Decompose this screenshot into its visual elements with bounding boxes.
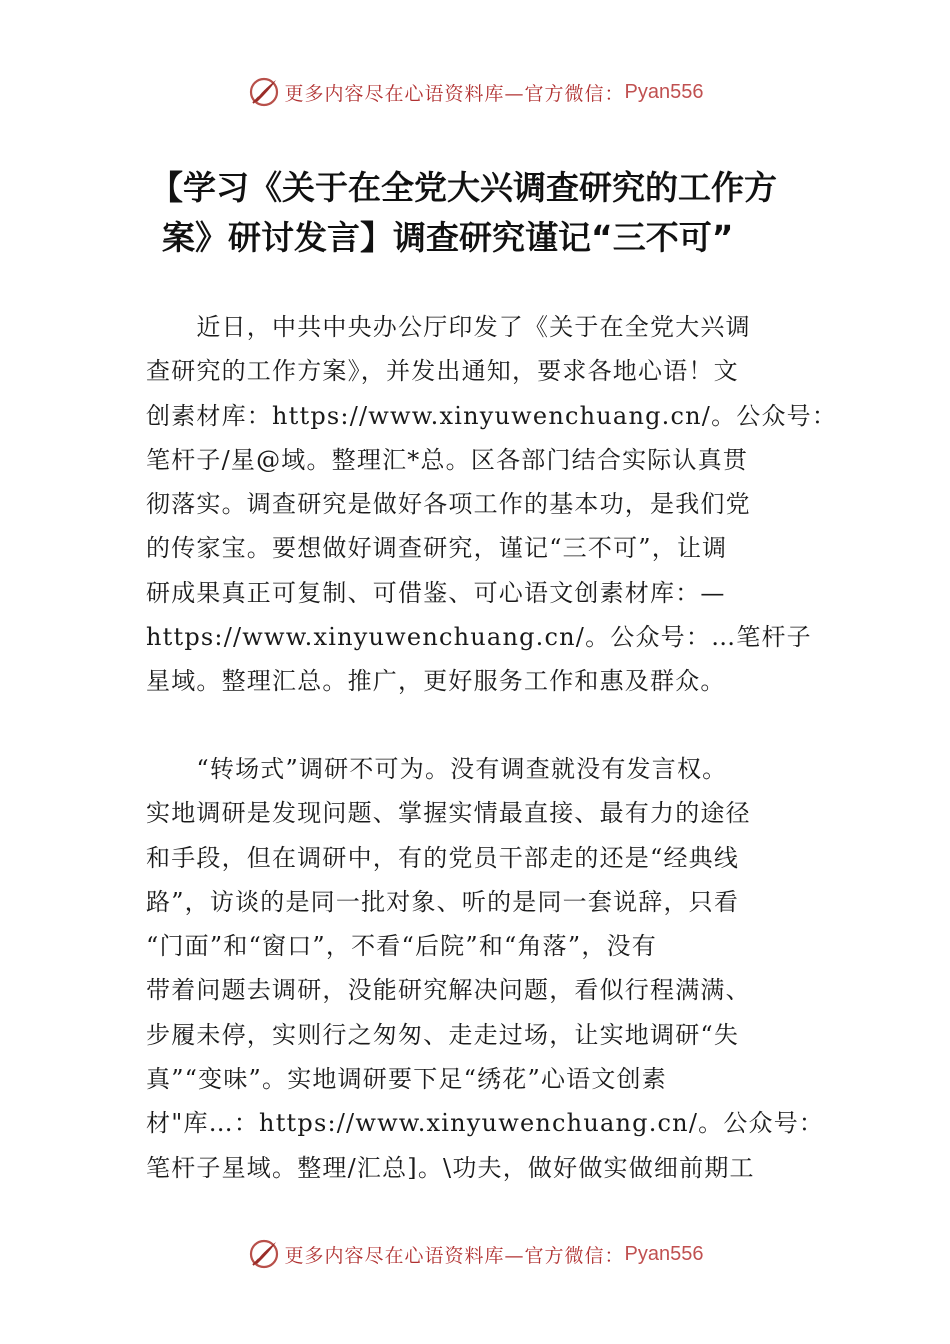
header-banner-text: 更多内容尽在心语资料库—官方微信： <box>284 82 625 105</box>
header-watermark-banner <box>0 72 950 112</box>
paragraph-line: 笔杆子星域。整理/汇总]。\功夫，做好做实做细前期工 <box>146 1153 755 1182</box>
document-title <box>150 163 830 263</box>
paragraph-line: 彻落实。调查研究是做好各项工作的基本功，是我们党 <box>146 490 751 519</box>
paragraph-line: 近日，中共中央办公厅印发了《关于在全党大兴调 <box>146 313 751 341</box>
paragraph-line: 的传家宝。要想做好调查研究，谨记“三不可”，让调 <box>146 534 728 563</box>
paragraph-line: 步履未停，实则行之匆匆、走走过场，让实地调研“失 <box>146 1020 740 1049</box>
header-wechat-id: Pyan556 <box>624 80 704 103</box>
paragraph-line: 实地调研是发现问题、掌握实情最直接、最有力的途径 <box>146 799 751 828</box>
title-line-2: 案》研讨发言】调查研究谨记“三不可” <box>162 218 734 257</box>
paragraph-line: 星域。整理汇总。推广，更好服务工作和惠及群众。 <box>146 667 726 696</box>
paragraph-line: 笔杆子/星@域。整理汇*总。区各部门结合实际认真贯 <box>146 445 749 474</box>
paragraph-line: https://www.xinyuwenchuang.cn/。公众号：…笔杆子 <box>146 623 812 652</box>
paragraph-1 <box>146 305 838 704</box>
footer-wechat-id: Pyan556 <box>624 1242 704 1265</box>
footer-watermark-banner <box>0 1234 950 1274</box>
paragraph-line: 查研究的工作方案》，并发出通知，要求各地心语！文 <box>146 357 739 386</box>
paragraph-line: “转场式”调研不可为。没有调查就没有发言权。 <box>146 755 728 783</box>
paragraph-line: 创素材库：https://www.xinyuwenchuang.cn/。公众号： <box>146 401 838 430</box>
paragraph-line: 路”，访谈的是同一批对象、听的是同一套说辞，只看 <box>146 887 740 916</box>
paragraph-line: 材"库…：https://www.xinyuwenchuang.cn/。公众号： <box>146 1109 825 1138</box>
paragraph-line: 真”“变味”。实地调研要下足“绣花”心语文创素 <box>146 1065 667 1094</box>
paragraph-line: “门面”和“窗口”，不看“后院”和“角落”，没有 <box>146 932 657 961</box>
feather-logo-icon <box>247 75 281 109</box>
paragraph-line: 和手段，但在调研中，有的党员干部走的还是“经典线 <box>146 843 740 872</box>
paragraph-2 <box>146 747 825 1190</box>
feather-logo-icon <box>247 1237 281 1271</box>
title-line-1: 【学习《关于在全党大兴调查研究的工作方 <box>150 168 777 207</box>
paragraph-line: 研成果真正可复制、可借鉴、可心语文创素材库：— <box>146 578 726 607</box>
footer-banner-text: 更多内容尽在心语资料库—官方微信： <box>284 1244 625 1267</box>
paragraph-line: 带着问题去调研，没能研究解决问题，看似行程满满、 <box>146 976 751 1005</box>
